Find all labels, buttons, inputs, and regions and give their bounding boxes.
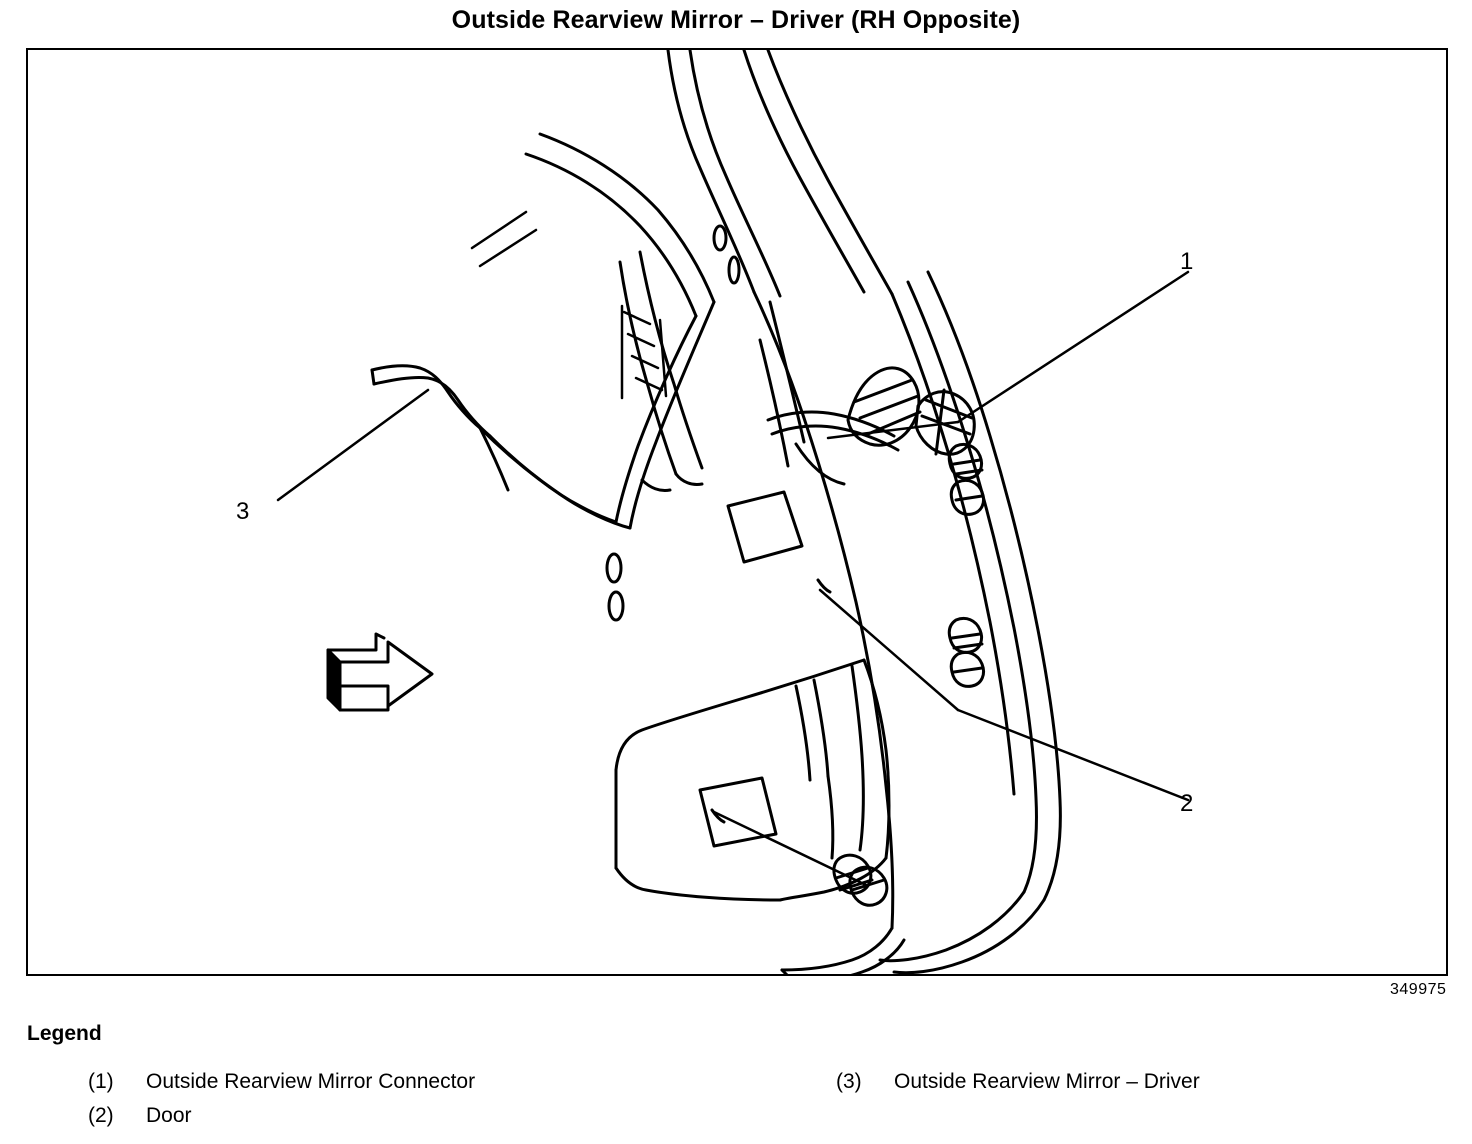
legend-item-1-number: (1) [88, 1070, 114, 1093]
figure-number: 349975 [1390, 981, 1447, 998]
legend-item-2-number: (2) [88, 1104, 114, 1127]
legend-item-2 [88, 1104, 192, 1128]
callout-label-3: 3 [236, 498, 250, 525]
legend-heading: Legend [27, 1022, 102, 1045]
legend-item-1 [88, 1070, 475, 1094]
callout-label-1: 1 [1180, 248, 1194, 275]
figure-frame [26, 48, 1448, 976]
legend-item-1-text: Outside Rearview Mirror Connector [146, 1070, 476, 1093]
page-title: Outside Rearview Mirror – Driver (RH Opposite) [451, 6, 1021, 34]
legend-item-3-number: (3) [836, 1070, 862, 1093]
callout-label-2: 2 [1180, 790, 1194, 817]
legend-item-2-text: Door [146, 1104, 192, 1127]
legend-item-3-text: Outside Rearview Mirror – Driver [894, 1070, 1200, 1093]
legend-item-3 [836, 1070, 1200, 1094]
